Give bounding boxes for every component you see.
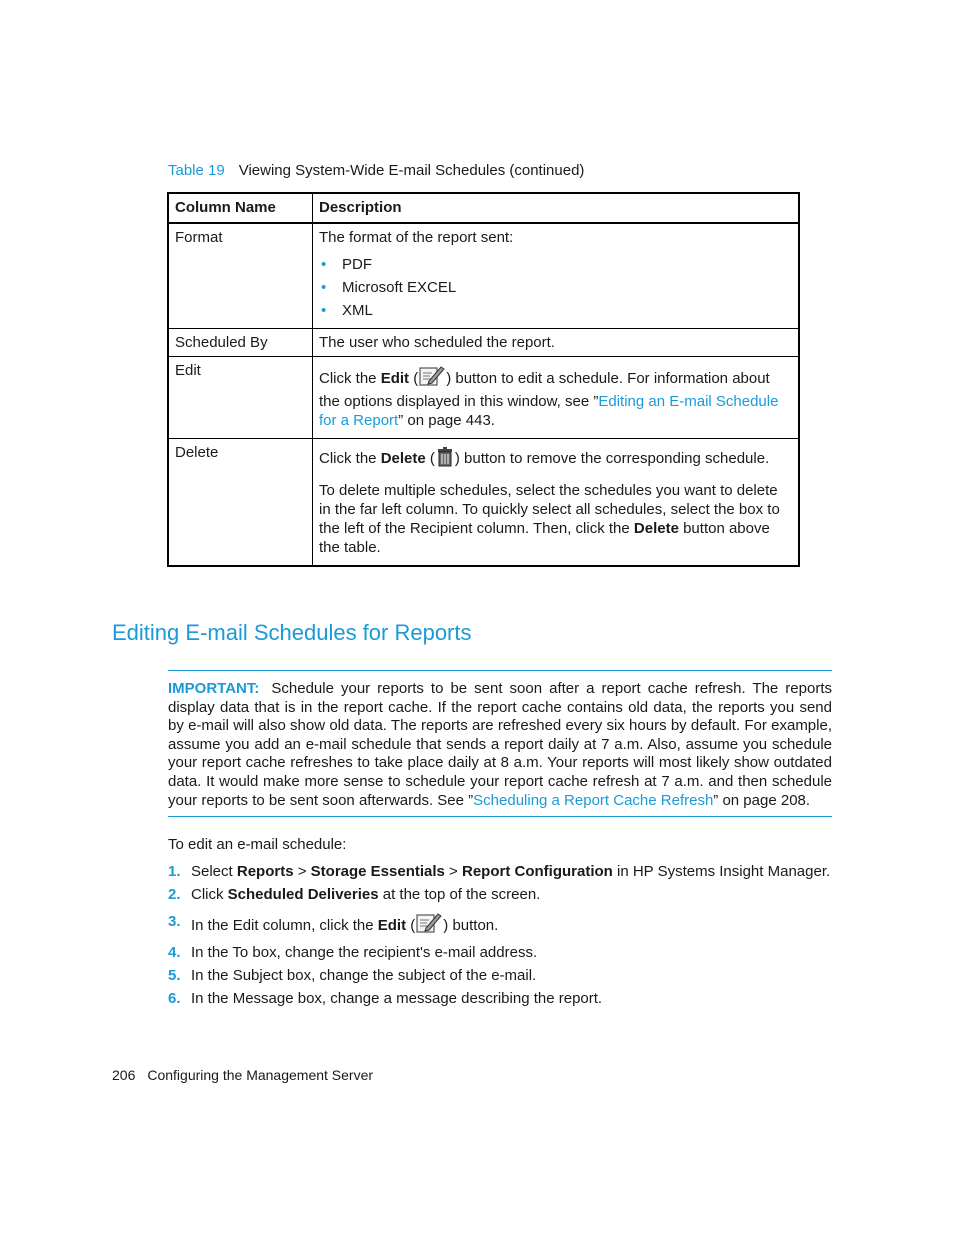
text: To delete multiple schedules, select the schedules you want to delete in the far left column. To quickly select all schedules, select the box to the left of the Recipient column. Then, click the: [319, 482, 780, 537]
list-item: [168, 862, 831, 881]
text: In the Message box, change a message describing the report.: [191, 990, 603, 1007]
bold-text: Report Configuration: [462, 863, 613, 880]
delete-paragraph-2: [319, 481, 792, 557]
header-column-name: Column Name: [168, 193, 313, 223]
text: ) button.: [443, 917, 499, 934]
row-description: The user who scheduled the report.: [313, 329, 800, 357]
text: In the Subject box, change the subject of the e-mail.: [191, 967, 537, 984]
text: Click the: [319, 370, 381, 387]
text: >: [444, 863, 462, 880]
row-description: [313, 357, 800, 439]
row-description: [313, 223, 800, 329]
step-number: 6.: [168, 990, 181, 1007]
row-name: Edit: [168, 357, 313, 439]
text: ) button to edit a schedule. For information about the options displayed in this window, see ”: [319, 370, 770, 410]
text: (: [409, 370, 419, 387]
step-number: 2.: [168, 886, 181, 903]
table-row: [168, 329, 799, 357]
list-item: • XML: [319, 301, 792, 320]
edit-icon: [416, 912, 442, 939]
text: In the Edit column, click the: [191, 917, 378, 934]
page-number: 206: [112, 1067, 136, 1083]
step-number: 5.: [168, 967, 181, 984]
list-item: [168, 912, 828, 939]
text: (: [406, 917, 416, 934]
row-name: Delete: [168, 439, 313, 567]
important-text: Schedule your reports to be sent soon after a report cache refresh. The reports display data that is in the report cache. If the report cache contains old data, the reports you send by e-mail will also show old data. The reports are refreshed every six hours by default. For example, assume you add an e-mail schedule that sends a report daily at 7 a.m. Also, assume you schedule your report cache refreshes to take place daily at 8 a.m. Your reports will most likely show outdated data. It would make more sense to schedule your report cache refresh at 7 a.m. and then schedule your reports to be sent soon afterwards. See ”: [168, 680, 832, 809]
text: button above the table.: [319, 520, 770, 556]
text: ) button to remove the corresponding schedule.: [454, 450, 770, 467]
footer-title: Configuring the Management Server: [147, 1067, 374, 1083]
text: ” on page 443.: [398, 412, 495, 429]
text: (: [425, 450, 435, 467]
table-row: [168, 439, 799, 567]
row-name: Scheduled By: [168, 329, 313, 357]
procedure-intro: To edit an e-mail schedule:: [168, 836, 347, 853]
header-description: Description: [313, 193, 800, 223]
text: Click the: [319, 450, 381, 467]
important-note: [168, 670, 832, 817]
list-item: • PDF: [319, 255, 792, 274]
text: >: [293, 863, 311, 880]
table-row: [168, 357, 799, 439]
list-item: [168, 943, 828, 962]
bold-text: Delete: [633, 520, 679, 537]
step-number: 3.: [168, 913, 181, 930]
text: Click: [191, 886, 228, 903]
bold-text: Edit: [380, 370, 410, 387]
delete-paragraph-1: [319, 447, 792, 472]
table-title: Viewing System-Wide E-mail Schedules (continued): [238, 162, 585, 179]
format-list: [319, 255, 792, 320]
list-item: [168, 885, 828, 904]
text: In the To box, change the recipient's e-mail address.: [191, 944, 538, 961]
bold-text: Reports: [236, 863, 294, 880]
bold-text: Scheduled Deliveries: [227, 886, 379, 903]
text: Select: [191, 863, 237, 880]
trash-icon: [436, 447, 454, 472]
bold-text: Edit: [377, 917, 407, 934]
list-item: [168, 989, 828, 1008]
table-caption: [168, 162, 584, 179]
schedules-table: [167, 192, 800, 567]
step-number: 4.: [168, 944, 181, 961]
row-description: [313, 439, 800, 567]
table-row: [168, 223, 799, 329]
table-header-row: [168, 193, 799, 223]
list-item: [168, 966, 828, 985]
section-heading: Editing E-mail Schedules for Reports: [112, 620, 472, 645]
table-number: Table 19: [168, 162, 225, 179]
text: at the top of the screen.: [378, 886, 541, 903]
row-name: Format: [168, 223, 313, 329]
list-item: • Microsoft EXCEL: [319, 278, 792, 297]
text: ” on page 208.: [713, 791, 811, 809]
format-intro: The format of the report sent:: [319, 229, 514, 246]
bold-text: Storage Essentials: [310, 863, 445, 880]
step-number: 1.: [168, 863, 181, 880]
important-label: IMPORTANT:: [168, 680, 260, 697]
text: in HP Systems Insight Manager.: [612, 863, 831, 880]
edit-icon: [419, 365, 445, 392]
bold-text: Delete: [380, 450, 426, 467]
scheduling-refresh-link[interactable]: Scheduling a Report Cache Refresh: [473, 791, 714, 809]
page-footer: [112, 1067, 373, 1083]
procedure-steps: [168, 862, 831, 1012]
editing-schedule-link[interactable]: Editing an E-mail Schedule for a Report: [319, 393, 779, 429]
